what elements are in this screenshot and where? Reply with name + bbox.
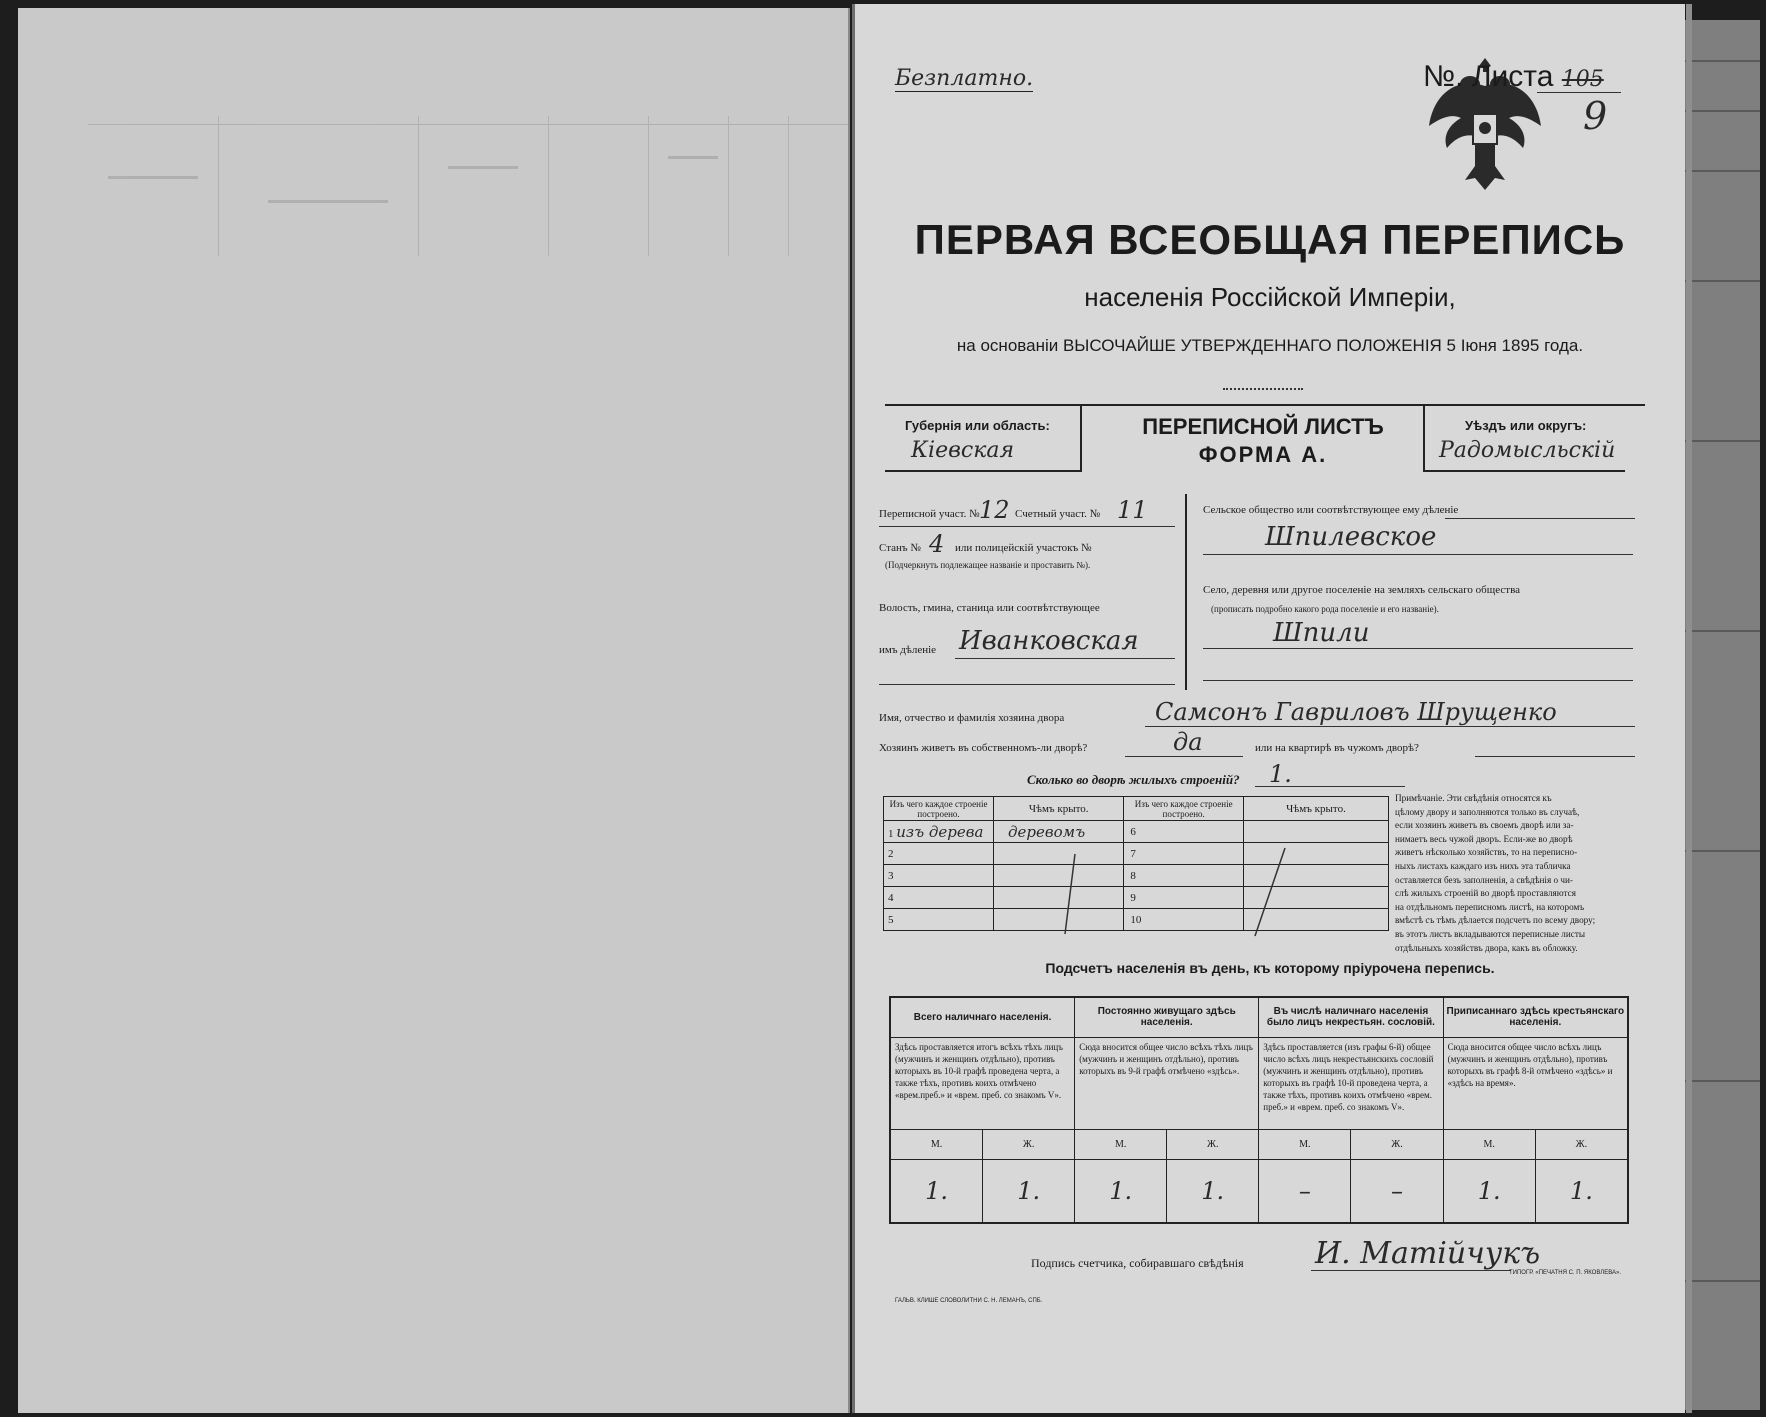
enumerator-signature: И. Матійчукъ: [1315, 1236, 1541, 1271]
count-district-value: 11: [1117, 496, 1148, 524]
f-label: Ж.: [983, 1129, 1075, 1159]
table-row: 5 10: [884, 909, 1389, 931]
buildings-count-value: 1.: [1269, 760, 1292, 788]
page-edge-shadow: [1686, 4, 1692, 1413]
col-material-right: Изъ чего каждое строеніе построено.: [1124, 797, 1244, 821]
total-male: 1.: [890, 1159, 983, 1223]
note-block: Примѣчаніе. Эти свѣдѣнія относятся къ цѣлому двору и заполняются только въ случаѣ, если хозяинъ живетъ въ своемъ дворѣ или за- нимаетъ весь чужой дворъ. Если-же во дворѣ живетъ нѣсколько хозяйствъ, то на переписно- ныхъ листахъ каждаго изъ нихъ эта табличка оставляется безъ заполненія, а свѣдѣнія о чи- слѣ жилыхъ строеній во дворѣ проставляются на отдѣльномъ переписномъ листѣ, на которомъ вмѣстѣ съ тѣмъ дѣлается подсчетъ по всему двору; въ этотъ листъ вкладываются переписные листы отдѣльныхъ хозяйствъ двора, какъ въ обложку.: [1395, 793, 1596, 953]
own-yard-label: Хозяинъ живетъ въ собственномъ-ли дворѣ?: [879, 742, 1088, 754]
f-label: Ж.: [1535, 1129, 1628, 1159]
census-subtitle: населенія Россійской Имперіи,: [1084, 282, 1456, 312]
bleed-through-table: [88, 116, 868, 266]
total-female: 1.: [983, 1159, 1075, 1223]
gubernia-label: Губернія или область:: [905, 418, 1050, 433]
table-row: 2 7: [884, 843, 1389, 865]
table-row: 3 8: [884, 865, 1389, 887]
free-label: Безплатно.: [895, 66, 1034, 91]
summary-head-permanent: Постоянно живущаго здѣсь населенія.: [1075, 997, 1259, 1037]
building-1-material: изъ дерева: [896, 822, 984, 841]
col-material-left: Изъ чего каждое строеніе построено.: [884, 797, 994, 821]
f-label: Ж.: [1167, 1129, 1259, 1159]
stan-value: 4: [929, 530, 945, 558]
col-roof-left: Чѣмъ крыто.: [994, 797, 1124, 821]
sheet-number-handwritten: 9: [1583, 94, 1608, 138]
form-name-line2: ФОРМА А.: [1198, 442, 1328, 467]
left-page: [18, 8, 850, 1413]
m-label: М.: [1443, 1129, 1535, 1159]
engraver-imprint: ГАЛЬВ. КЛИШЕ СЛОВОЛИТНИ С. Н. ЛЕМАНЪ, СПБ.: [895, 1298, 1043, 1304]
summary-head-total: Всего наличнаго населенія.: [890, 997, 1075, 1037]
population-summary-table: [889, 996, 1629, 1224]
nonpeasant-male: –: [1259, 1159, 1351, 1223]
underline-note: (Подчеркнуть подлежащее названіе и проставить №).: [885, 560, 1091, 570]
permanent-female: 1.: [1167, 1159, 1259, 1223]
m-label: М.: [1075, 1129, 1167, 1159]
census-main-title: ПЕРВАЯ ВСЕОБЩАЯ ПЕРЕПИСЬ: [914, 216, 1626, 263]
peasant-male: 1.: [1443, 1159, 1535, 1223]
village-value: Шпили: [1273, 618, 1370, 648]
peasant-female: 1.: [1535, 1159, 1628, 1223]
f-label: Ж.: [1351, 1129, 1443, 1159]
building-1-roof: деревомъ: [1008, 822, 1086, 841]
gubernia-box: [885, 404, 1082, 472]
rented-yard-label: или на квартирѣ въ чужомъ дворѣ?: [1255, 742, 1419, 754]
village-label: Село, деревня или другое поселеніе на земляхъ сельскаго общества: [1203, 584, 1521, 596]
census-district-label: Переписной участ. №: [879, 508, 980, 520]
census-district-value: 12: [979, 496, 1010, 524]
volost-label-2: имъ дѣленіе: [879, 644, 937, 656]
table-row: 1 изъ дерева деревомъ 6: [884, 821, 1389, 843]
own-yard-value: да: [1173, 728, 1203, 756]
census-legal-basis: на основаніи ВЫСОЧАЙШЕ УТВЕРЖДЕННАГО ПОЛОЖЕНІЯ 5 Іюня 1895 года.: [956, 336, 1584, 355]
table-row: 4 9: [884, 887, 1389, 909]
summary-title: Подсчетъ населенія въ день, къ которому пріурочена перепись.: [1045, 960, 1495, 976]
col-roof-right: Чѣмъ крыто.: [1243, 797, 1388, 821]
m-label: М.: [1259, 1129, 1351, 1159]
buildings-count-label: Сколько во дворѣ жилыхъ строеній?: [1027, 772, 1240, 787]
summary-desc-permanent: Сюда вносится общее число всѣхъ тѣхъ лицъ (мужчинъ и женщинъ отдѣльно), противъ которыхъ въ 9-й графѣ отмѣчено «здѣсь».: [1075, 1037, 1259, 1129]
strike-marks: [985, 844, 1365, 944]
society-value: Шпилевское: [1265, 522, 1437, 552]
summary-desc-total: Здѣсь проставляется итогъ всѣхъ тѣхъ лицъ (мужчинъ и женщинъ отдѣльно), противъ которыхъ въ 10-й графѣ проведена черта, а также тѣхъ, противъ коихъ отмѣчено «врем.преб.» и «врем. преб. со знакомъ V».: [890, 1037, 1075, 1129]
volost-value: Иванковская: [959, 626, 1139, 656]
police-district-label: или полицейскій участокъ №: [955, 542, 1092, 554]
signature-label: Подпись счетчика, собиравшаго свѣдѣнія: [1031, 1256, 1244, 1270]
summary-head-nonpeasant: Въ числѣ наличнаго населенія было лицъ некрестьян. сословій.: [1259, 997, 1443, 1037]
gubernia-value: Кіевская: [911, 438, 1015, 463]
uezd-value: Радомысльскій: [1439, 438, 1616, 463]
census-form-page: [852, 4, 1685, 1413]
stan-label: Станъ №: [879, 542, 921, 554]
society-label: Сельское общество или соотвѣтствующее ему дѣленіе: [1203, 504, 1459, 516]
uezd-box: [1423, 404, 1625, 472]
nonpeasant-female: –: [1351, 1159, 1443, 1223]
summary-head-peasant: Приписаннаго здѣсь крестьянскаго населенія.: [1443, 997, 1628, 1037]
sheet-number-label: №. Листа 105: [1423, 60, 1604, 93]
form-name-line1: ПЕРЕПИСНОЙ ЛИСТЪ: [1142, 414, 1384, 439]
m-label: М.: [890, 1129, 983, 1159]
owner-name-label: Имя, отчество и фамилія хозяина двора: [879, 712, 1065, 724]
summary-desc-peasant: Сюда вносится общее число всѣхъ лицъ (мужчинъ и женщинъ отдѣльно), противъ которыхъ въ графѣ 8-й отмѣчено «здѣсь» и «здѣсь на время».: [1443, 1037, 1628, 1129]
count-district-label: Счетный участ. №: [1015, 508, 1101, 520]
summary-desc-nonpeasant: Здѣсь проставляется (изъ графы 6-й) общее число всѣхъ лицъ некрестьянскихъ сословій (мужчинъ и женщинъ отдѣльно), противъ которыхъ въ графѣ 10-й проведена черта, а также тѣхъ, противъ коихъ отмѣчено «врем. преб.» и «врем. преб. со знакомъ V».: [1259, 1037, 1443, 1129]
volost-label: Волость, гмина, станица или соотвѣтствующее: [879, 602, 1100, 614]
printer-imprint: ТИПОГР. «ПЕЧАТНЯ С. П. ЯКОВЛЕВА».: [1509, 1270, 1622, 1276]
village-note: (прописать подробно какого рода поселеніе и его названіе).: [1211, 604, 1439, 614]
permanent-male: 1.: [1075, 1159, 1167, 1223]
uezd-label: Уѣздъ или округъ:: [1465, 418, 1587, 433]
owner-name-value: Самсонъ Гавриловъ Шрущенко: [1155, 698, 1557, 726]
sheet-number-struck: 105: [1561, 67, 1604, 92]
